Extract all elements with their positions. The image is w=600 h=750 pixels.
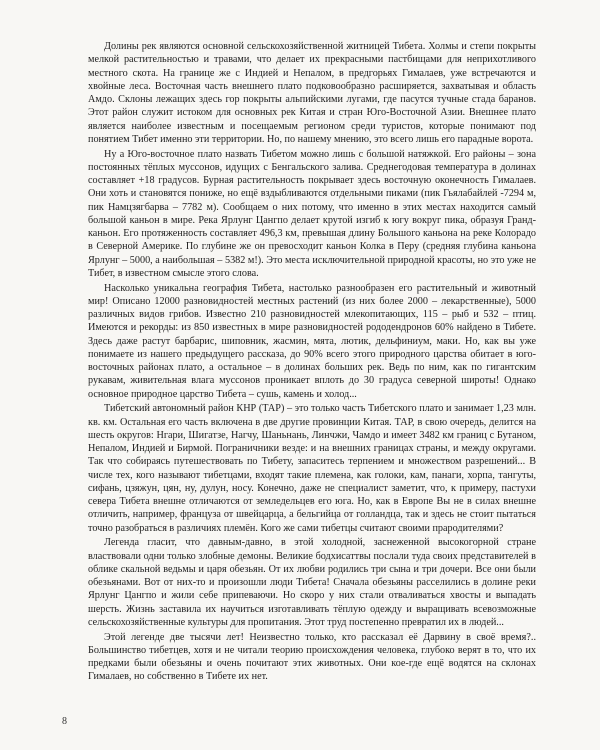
paragraph-4: Тибетский автономный район КНР (ТАР) – это только часть Тибетского плато и занимает 1,23 млн. кв. км. Остальная его часть включена в две другие провинции Китая. ТАР, в свою очередь, делится на шесть округов: Нгари, Шигатзе, Нагчу, Шаньнань, Линчжи, Чамдо и имеет 3482 км границ с Бутаном, Непалом, Индией и Бирмой. Пограничники везде: и на внешних границах страны, и между округами. Так что собираясь путешествовать по Тибету, запаситесь терпением и множеством разрешений... В числе тех, кого называют тибетцами, входят такие племена, как голоки, кам, панаги, хорпа, тангуты, сифань, цзяжун, цян, ну, дулун, носу. Конечно, даже не специалист заметит, что, к примеру, пастухи севера Тибета внешне отличаются от земледельцев его юга. Но, как в Европе Вы не в силах внешне отличить, например, француза от швейцарца, а бельгийца от голландца, так и здесь не стоит пытаться точно разобраться в различиях племён. Кого же сами тибетцы считают своими прародителями? [88, 403, 536, 534]
paragraph-5: Легенда гласит, что давным-давно, в этой холодной, заснеженной высокогорной стране властвовали одни только злобные демоны. Великие бодхисаттвы послали туда своих представителей в облике скальной ведьмы и царя обезьян. От их любви родились три сына и три дочери. Все они были обезьянами. Вот от них-то и произошли люди Тибета! Сначала обезьяны расселились в долине реки Ярлунг Цангпо и жили себе припеваючи. Но скоро у них стали отваливаться хвосты и выпадать шерсть. Жизнь заставила их научиться изготавливать тёплую одежду и выращивать всевозможные сельскохозяйственные культуры для пропитания. Этот труд постепенно превратил их в людей... [88, 537, 536, 628]
paragraph-1: Долины рек являются основной сельскохозяйственной житницей Тибета. Холмы и степи покрыты мелкой растительностью и травами, что делает их прекрасными пастбищами для неприхотливого местного скота. На границе же с Индией и Непалом, в предгорьях Гималаев, уже встречаются и хвойные леса. Восточная часть внешнего плато подковообразно расширяется, захватывая и область Амдо. Склоны лежащих здесь гор покрыты альпийскими лугами, где пасутся тучные стада баранов. Этот район служит истоком для основных рек Китая и стран Юго-Восточной Азии. Внешнее плато является наиболее известным и посещаемым регионом среди туристов, которые понимают под понятием Тибет именно эти территории. Но, по нашему мнению, это всего лишь его парадные ворота. [88, 41, 536, 145]
paragraph-2: Ну а Юго-восточное плато назвать Тибетом можно лишь с большой натяжкой. Его районы – зона постоянных тёплых муссонов, идущих с Бенгальского залива. Среднегодовая температура в долинах составляет +18 градусов. Бурная растительность покрывает здесь восточную оконечность Гималаев. Они хоть и становятся пониже, но ещё вздыбливаются отдельными пиками (пик Гьялабайлей -7294 м, пик Намцзягбарва – 7782 м). Сообщаем о них потому, что именно в этих местах находится самый большой каньон в мире. Река Ярлунг Цангпо делает крутой изгиб к югу вокруг пика, образуя Гранд-каньон. Его протяженность составляет 496,3 км, превышая длину Большого каньона на реке Колорадо в Северной Америке. По глубине же он превосходит каньон Колка в Перу (средняя глубина каньона Ярлунг – 5000, а наибольшая – 5382 м!). Это места исключительной природной красоты, но это уже не Тибет, в известном смысле этого слова. [88, 148, 536, 279]
paragraph-6: Этой легенде две тысячи лет! Неизвестно только, кто рассказал её Дарвину в своё время?.. Большинство тибетцев, хотя и не читали теорию происхождения человека, глубоко верят в то, что их предками были обезьяны и очень почитают этих животных. Они кое-где ещё водятся на склонах Гималаев, но собственно в Тибете их нет. [88, 631, 536, 683]
body-text [88, 40, 536, 685]
paragraph-3: Насколько уникальна география Тибета, настолько разнообразен его растительный и животный мир! Описано 12000 разновидностей местных растений (из них более 2000 – лекарственные), 5000 различных видов грибов. Известно 210 разновидностей млекопитающих, 115 – рыб и 532 – птиц. Имеются и рекорды: из 850 известных в мире разновидностей рододендронов 60% найдено в Тибете. Здесь даже растут барбарис, шиповник, жасмин, мята, лютик, дельфиниум, маки. Но, как вы уже понимаете из нашего предыдущего рассказа, до 90% всего этого природного царства обитает в юго-восточных районах плато, а остальное – в долинах больших рек. Ведь по ним, как по гигантским рукавам, живительная влага муссонов проникает вплоть до 30 градуса северной широты! Однако основное природное царство Тибета – сушь, камень и холод... [88, 282, 536, 400]
page-number: 8 [62, 716, 67, 727]
